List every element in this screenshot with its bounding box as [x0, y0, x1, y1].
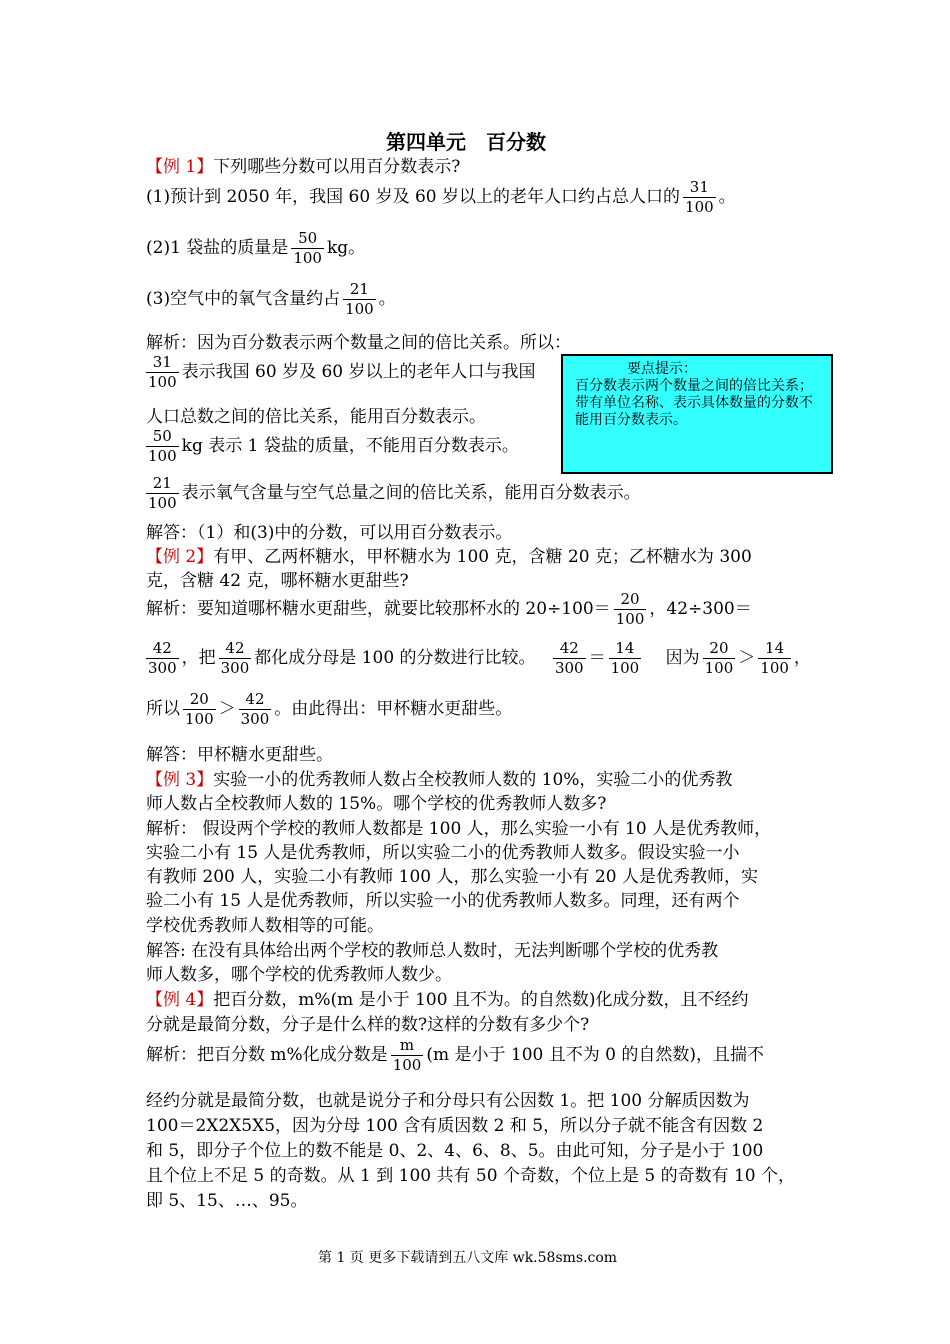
fraction: $\frac{21}{100}$ — [148, 474, 177, 512]
so-text: 所以 — [146, 699, 180, 719]
analysis-text: 解析：要知道哪杯糖水更甜些，就要比较那杯水的 20÷100＝ — [146, 599, 611, 619]
example-3-question-line-2: 师人数占全校教师人数的 15%。哪个学校的优秀教师人数多? — [146, 794, 607, 814]
example-4-analysis-line-6: 即 5、15、…、95。 — [146, 1191, 308, 1211]
fraction: $\frac{14}{100}$ — [760, 639, 789, 677]
fraction: $\frac{31}{100}$ — [685, 178, 714, 216]
example-4-analysis-line-3: 100＝2X2X5X5，因为分母 100 含有质因数 2 和 5，所以分子就不能含有因数 2 — [146, 1116, 764, 1136]
analysis-text: ，把 — [181, 648, 216, 668]
greater-than-sign: ＞ — [738, 648, 756, 668]
example-1-item-3 — [146, 280, 396, 319]
example-2-analysis-line-3 — [146, 690, 512, 729]
greater-than-sign: ＞ — [218, 699, 236, 719]
analysis-line-3-text: 表示氧气含量与空气总量之间的倍比关系，能用百分数表示。 — [181, 483, 641, 503]
fraction: $\frac{20}{100}$ — [185, 690, 214, 728]
comma: ， — [793, 648, 811, 668]
fraction: $\frac{14}{100}$ — [610, 639, 640, 677]
fraction: $\frac{20}{100}$ — [615, 590, 645, 628]
example-4-question-line-1: 把百分数，m%(m 是小于 100 且不为。的自然数)化成分数，且不经约 — [213, 990, 749, 1010]
example-3-analysis-line-3: 有教师 200 人，实验二小有教师 100 人，那么实验一小有 20 人是优秀教师，实 — [146, 867, 758, 887]
example-2-tag: 【例 2】 — [146, 547, 214, 567]
equals-sign: ＝ — [588, 648, 606, 668]
fraction: $\frac{20}{100}$ — [704, 639, 734, 677]
analysis-line-2-text: kg 表示 1 袋盐的质量，不能用百分数表示。 — [181, 436, 519, 456]
example-3-question-line-1: 实验一小的优秀教师人数占全校教师人数的 10%，实验二小的优秀教 — [213, 770, 733, 790]
example-2-answer: 解答：甲杯糖水更甜些。 — [146, 745, 333, 765]
key-point-body: 百分数表示两个数量之间的倍比关系；带有单位名称、表示具体数量的分数不能用百分数表示。 — [575, 378, 813, 428]
fraction: $\frac{m}{100}$ — [392, 1036, 422, 1074]
example-3-question — [146, 765, 732, 790]
item-1-text: (1)预计到 2050 年，我国 60 岁及 60 岁以上的老年人口约占总人口的 — [146, 187, 681, 207]
example-1-analysis: 解析：因为百分数表示两个数量之间的倍比关系。所以： — [146, 333, 571, 353]
example-2-analysis-line-1 — [146, 590, 752, 629]
analysis-line-1-text: 表示我国 60 岁及 60 岁以上的老年人口与我国 — [181, 362, 536, 382]
conclusion-text: 。由此得出：甲杯糖水更甜些。 — [274, 699, 513, 719]
analysis-text: 解析：把百分数 m%化成分数是 — [146, 1045, 388, 1065]
analysis-line-3 — [143, 474, 641, 513]
page-title: 第四单元 百分数 — [386, 130, 546, 154]
example-2-question-line-2: 克，含糖 42 克，哪杯糖水更甜些? — [146, 571, 409, 591]
analysis-line-1 — [143, 353, 536, 392]
item-3-text: (3)空气中的氧气含量约占 — [146, 289, 341, 309]
fraction: $\frac{31}{100}$ — [148, 353, 177, 391]
key-point-title: 要点提示： — [627, 361, 697, 377]
page-footer: 第 1 页 更多下载请到五八文库 wk.58sms.com — [318, 1250, 618, 1266]
item-3-end: 。 — [378, 289, 396, 309]
example-3-answer-line-1: 解答: 在没有具体给出两个学校的教师总人数时，无法判断哪个学校的优秀教 — [146, 941, 719, 961]
example-4-analysis-line-2: 经约分就是最简分数，也就是说分子和分母只有公因数 1。把 100 分解质因数为 — [146, 1091, 750, 1111]
example-3-analysis-line-2: 实验二小有 15 人是优秀教师，所以实验二小的优秀教师人数多。假设实验一小 — [146, 843, 740, 863]
example-4-tag: 【例 4】 — [146, 990, 214, 1010]
fraction: $\frac{42}{300}$ — [240, 690, 270, 728]
example-4-analysis-line-5: 且个位上不足 5 的奇数。从 1 到 100 共有 50 个奇数，个位上是 5 的奇数有 10 个， — [146, 1166, 796, 1186]
analysis-line-2 — [143, 427, 519, 466]
example-1-item-1 — [146, 178, 736, 217]
because-text: 因为 — [665, 648, 700, 668]
analysis-text: ，42÷300＝ — [649, 599, 752, 619]
example-4-analysis-line-4: 和 5，即分子个位上的数不能是 0、2、4、6、8、5。由此可知，分子是小于 100 — [146, 1141, 764, 1161]
example-4-question — [146, 985, 749, 1010]
example-2-analysis-line-2 — [143, 639, 811, 678]
fraction: $\frac{21}{100}$ — [345, 280, 374, 318]
example-2-question — [146, 542, 752, 567]
example-3-answer-line-2: 师人数多，哪个学校的优秀教师人数少。 — [146, 965, 452, 985]
example-1-question — [146, 152, 460, 177]
item-2-text: (2)1 袋盐的质量是 — [146, 238, 289, 258]
item-2-end: kg。 — [326, 238, 366, 258]
example-3-tag: 【例 3】 — [146, 770, 214, 790]
example-3-analysis-line-5: 学校优秀教师人数相等的可能。 — [146, 916, 384, 936]
example-1-answer: 解答：（1）和(3)中的分数，可以用百分数表示。 — [146, 523, 513, 543]
analysis-text: (m 是小于 100 且不为 0 的自然数)，且揣不 — [426, 1045, 764, 1065]
example-3-analysis-line-1: 解析： 假设两个学校的教师人数都是 100 人，那么实验一小有 10 人是优秀教师， — [146, 819, 772, 839]
example-2-question-line-1: 有甲、乙两杯糖水，甲杯糖水为 100 克，含糖 20 克；乙杯糖水为 300 — [213, 547, 752, 567]
fraction: $\frac{50}{100}$ — [293, 229, 322, 267]
example-4-analysis-line-1 — [146, 1036, 764, 1075]
fraction: $\frac{42}{300}$ — [554, 639, 584, 677]
analysis-text: 都化成分母是 100 的分数进行比较。 — [254, 648, 536, 668]
analysis-line-1b: 人口总数之间的倍比关系，能用百分数表示。 — [146, 407, 486, 427]
fraction: $\frac{50}{100}$ — [148, 427, 177, 465]
key-point-box — [561, 354, 833, 474]
example-1-question-text: 下列哪些分数可以用百分数表示? — [213, 157, 461, 177]
example-4-question-line-2: 分就是最简分数，分子是什么样的数?这样的分数有多少个? — [146, 1015, 590, 1035]
fraction: $\frac{42}{300}$ — [220, 639, 250, 677]
example-1-item-2 — [146, 229, 365, 268]
item-1-end: 。 — [718, 187, 736, 207]
example-1-tag: 【例 1】 — [146, 157, 214, 177]
fraction: $\frac{42}{300}$ — [148, 639, 177, 677]
example-3-analysis-line-4: 验二小有 15 人是优秀教师，所以实验一小的优秀教师人数多。同理，还有两个 — [146, 891, 740, 911]
